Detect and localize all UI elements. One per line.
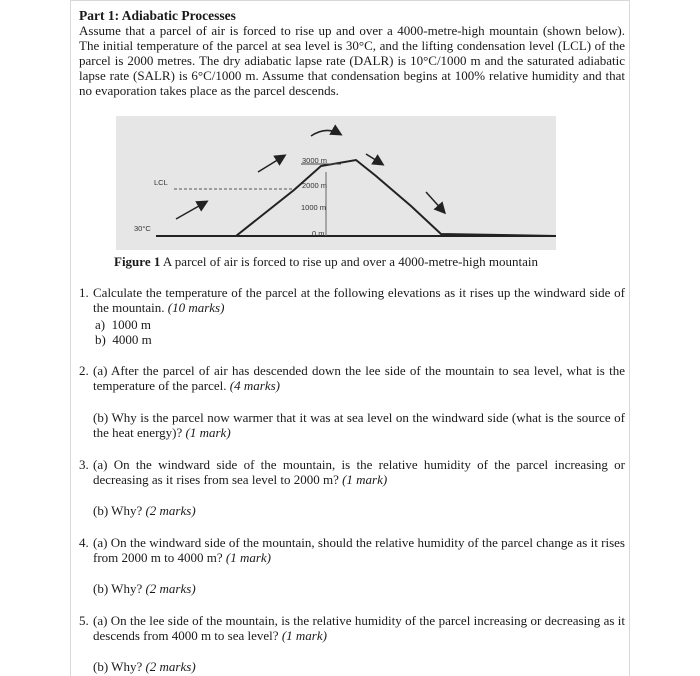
question-3b: (b) Why? (2 marks) [93, 503, 196, 518]
page-border-top [70, 0, 630, 1]
sea-level-temp-label: 30°C [134, 224, 151, 233]
arrow-rising-1 [176, 202, 206, 219]
question-number: 5. [79, 613, 89, 628]
question-number: 4. [79, 535, 89, 550]
marks: (4 marks) [229, 378, 280, 393]
mountain-profile [156, 160, 556, 236]
mountain-figure [116, 116, 556, 250]
question-number: 3. [79, 457, 89, 472]
figure-number: Figure 1 [114, 254, 161, 269]
elev-2000-label: 2000 m [302, 181, 328, 190]
marks: (1 mark) [342, 472, 388, 487]
elev-3000-label: 3000 m [302, 156, 328, 165]
marks: (10 marks) [167, 300, 225, 315]
intro-paragraph: Assume that a parcel of air is forced to rise up and over a 4000-metre-high mountain (shown below). The initial temperature of the parcel at sea level is 30°C, and the lifting condensation level (LCL) of the parcel is 2000 metres. The dry adiabatic lapse rate (DALR) is 10°C/1000 m and the saturated adiabatic lapse rate (SALR) is 6°C/1000 m. Assume that condensation begins at 100% relative humidity and that no evaporation takes place as the parcel descends. [79, 23, 625, 98]
page-border-right [629, 0, 630, 676]
section-heading: Part 1: Adiabatic Processes [79, 8, 236, 23]
lcl-label: LCL [154, 178, 168, 187]
arrow-descending-1 [366, 154, 382, 164]
marks: (1 mark) [281, 628, 327, 643]
question-number: 1. [79, 285, 89, 300]
question-text: (a) On the windward side of the mountain, should the relative humidity of the parcel change as it rises from 2000 m to 4000 m? (1 mark) [93, 535, 625, 565]
question-text: (a) After the parcel of air has descended down the lee side of the mountain to sea level, what is the temperature of the parcel. (4 marks) [93, 363, 625, 393]
question-5b: (b) Why? (2 marks) [93, 659, 196, 674]
question-text: Calculate the temperature of the parcel at the following elevations as it rises up the windward side of the mountain. (10 marks) [93, 285, 625, 315]
question-number: 2. [79, 363, 89, 378]
question-1-item-b: b) 4000 m [95, 332, 152, 347]
arrow-descending-2 [426, 192, 444, 212]
question-text: (a) On the lee side of the mountain, is the relative humidity of the parcel increasing or decreasing as it descends from 4000 m to sea level? (1 mark) [93, 613, 625, 643]
arrow-rising-2 [258, 156, 284, 172]
question-text: (a) On the windward side of the mountain, is the relative humidity of the parcel increasing or decreasing as it rises from sea level to 2000 m? (1 mark) [93, 457, 625, 487]
figure-caption-text: A parcel of air is forced to rise up and over a 4000-metre-high mountain [160, 254, 538, 269]
question-1-item-a: a) 1000 m [95, 317, 151, 332]
arrow-over-peak [311, 130, 340, 136]
elev-1000-label: 1000 m [301, 203, 327, 212]
figure-caption [114, 254, 538, 270]
page-border-left [70, 0, 71, 676]
question-4b: (b) Why? (2 marks) [93, 581, 196, 596]
question-2b: (b) Why is the parcel now warmer that it was at sea level on the windward side (what is the source of the heat energy)? (1 mark) [93, 410, 625, 440]
elev-0-label: 0 m [312, 229, 325, 238]
mountain-diagram [116, 116, 556, 250]
marks: (1 mark) [225, 550, 272, 565]
